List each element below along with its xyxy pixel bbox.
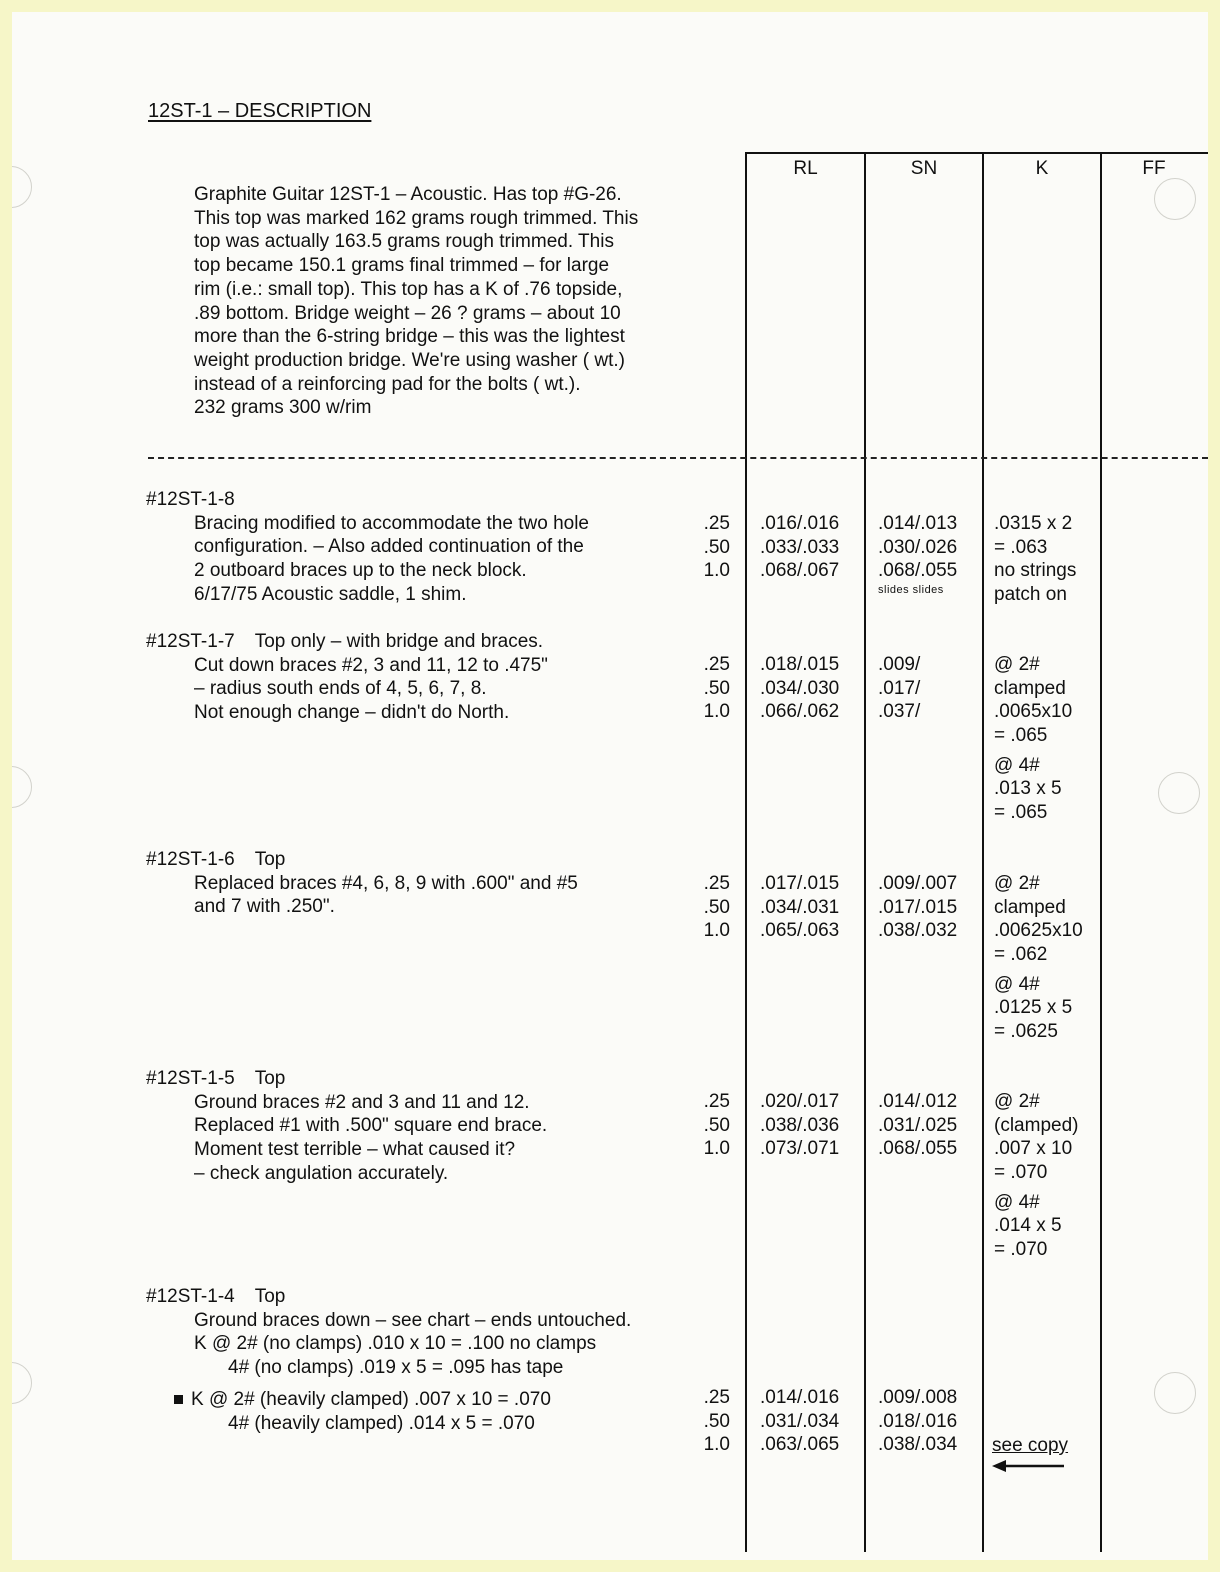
k-value: .007 x 10 — [994, 1138, 1073, 1160]
punch-hole-top-left — [12, 166, 32, 208]
k-values — [994, 872, 1083, 1044]
sn-value: .030/.026 — [878, 536, 958, 558]
column-divider — [982, 152, 984, 1552]
column-divider — [1100, 152, 1102, 1552]
amount-column — [682, 1386, 730, 1457]
k-value: = .063 — [994, 536, 1048, 558]
rl-value: .038/.036 — [760, 1114, 840, 1136]
amount-value: .25 — [703, 654, 730, 675]
rl-values — [760, 653, 839, 724]
rl-value: .034/.030 — [760, 677, 840, 699]
column-divider — [745, 152, 747, 1552]
sn-values — [878, 1090, 957, 1161]
sn-value: .009/.007 — [878, 873, 958, 894]
sn-value: .014/.013 — [878, 513, 958, 534]
description-line: This top was marked 162 grams rough trimmed. This — [194, 207, 639, 229]
entry-subtitle: Top — [254, 849, 286, 870]
k-value: = .0625 — [994, 1021, 1058, 1043]
header-k: K — [1035, 158, 1049, 179]
k-value: @ 2# — [994, 654, 1040, 675]
k-value: .013 x 5 — [994, 778, 1062, 800]
sn-note: slides slides — [878, 584, 944, 596]
amount-value: 1.0 — [703, 1138, 730, 1160]
entry-line: Moment test terrible – what caused it? — [194, 1139, 516, 1161]
k-value: = .065 — [994, 802, 1048, 824]
amount-value: .50 — [703, 1114, 730, 1136]
description-line: top was actually 163.5 grams rough trimmed. This — [194, 231, 614, 253]
sn-value: .068/.055 — [878, 560, 958, 582]
entry-line: 4# (heavily clamped) .014 x 5 = .070 — [228, 1412, 535, 1434]
entry-subtitle: Top — [254, 1068, 286, 1089]
description-block — [194, 183, 638, 420]
description-line: rim (i.e.: small top). This top has a K of .76 topside, — [194, 278, 623, 300]
rl-values — [760, 512, 839, 583]
k-value: @ 2# — [994, 873, 1040, 894]
amount-value: .50 — [703, 896, 730, 918]
rl-value: .016/.016 — [760, 513, 840, 534]
rl-value: .063/.065 — [760, 1434, 840, 1456]
k-value: = .070 — [994, 1162, 1048, 1184]
entry-subtitle: Top only – with bridge and braces. — [254, 631, 544, 652]
rl-values — [760, 872, 839, 943]
k-value: @ 4# — [994, 754, 1040, 776]
entry-12st-1-5 — [146, 1067, 547, 1186]
description-line: more than the 6-string bridge – this was the lightest — [194, 326, 625, 348]
amount-value: .25 — [703, 873, 730, 894]
description-line: 232 grams 300 w/rim — [194, 397, 372, 419]
entry-12st-1-6 — [146, 848, 578, 919]
rl-value: .018/.015 — [760, 654, 840, 675]
sn-values — [878, 872, 957, 943]
amount-column — [682, 872, 730, 943]
rl-value: .065/.063 — [760, 920, 840, 942]
k-value: @ 4# — [994, 1191, 1040, 1213]
dashed-separator — [148, 457, 1208, 459]
k-value: clamped — [994, 896, 1066, 918]
k-value: .0065x10 — [994, 701, 1073, 723]
punch-hole-bottom-left — [12, 1362, 32, 1404]
punch-hole-top-right — [1154, 178, 1196, 220]
sn-value: .017/.015 — [878, 896, 958, 918]
entry-id: #12ST-1-5 — [146, 1068, 235, 1089]
page-title: 12ST-1 – DESCRIPTION — [148, 100, 372, 122]
sn-values — [878, 1386, 957, 1457]
entry-line: 6/17/75 Acoustic saddle, 1 shim. — [194, 583, 467, 605]
entry-line: Bracing modified to accommodate the two hole — [194, 512, 589, 534]
sn-value: .018/.016 — [878, 1410, 958, 1432]
k-value: .00625x10 — [994, 920, 1083, 942]
entry-12st-1-4 — [146, 1285, 631, 1435]
rl-values — [760, 1090, 839, 1161]
sn-value: .017/ — [878, 677, 921, 699]
table-top-rule — [746, 152, 1208, 154]
entry-id: #12ST-1-7 — [146, 631, 235, 652]
description-line: top became 150.1 grams final trimmed – for large — [194, 255, 610, 277]
k-value: .0315 x 2 — [994, 513, 1073, 534]
rl-value: .017/.015 — [760, 873, 840, 894]
entry-line: 2 outboard braces up to the neck block. — [194, 560, 527, 582]
k-value: (clamped) — [994, 1114, 1079, 1136]
sn-value: .037/ — [878, 701, 921, 723]
entry-line: Replaced #1 with .500" square end brace. — [194, 1115, 548, 1137]
k-value: patch on — [994, 584, 1067, 606]
k-values — [994, 1090, 1078, 1262]
rl-value: .068/.067 — [760, 560, 840, 582]
entry-subtitle: Top — [254, 1286, 286, 1307]
amount-value: .50 — [703, 677, 730, 699]
k-value: @ 2# — [994, 1091, 1040, 1112]
left-arrow-icon — [992, 1460, 1066, 1472]
rl-value: .020/.017 — [760, 1091, 840, 1112]
amount-value: 1.0 — [703, 701, 730, 723]
description-line: Graphite Guitar 12ST-1 – Acoustic. Has top #G-26. — [194, 184, 622, 205]
amount-column — [682, 512, 730, 583]
entry-line: and 7 with .250". — [194, 896, 335, 918]
sn-values — [878, 653, 920, 724]
rl-values — [760, 1386, 839, 1457]
sn-value: .068/.055 — [878, 1138, 958, 1160]
sn-value: .014/.012 — [878, 1091, 958, 1112]
sn-value: .009/ — [878, 654, 921, 675]
sn-value: .031/.025 — [878, 1114, 958, 1136]
column-divider — [864, 152, 866, 1552]
entry-line: 4# (no clamps) .019 x 5 = .095 has tape — [228, 1357, 564, 1379]
entry-line: K @ 2# (heavily clamped) .007 x 10 = .070 — [191, 1388, 551, 1410]
header-rl: RL — [793, 158, 818, 179]
entry-12st-1-7 — [146, 630, 548, 725]
amount-value: 1.0 — [703, 560, 730, 582]
header-sn: SN — [910, 158, 938, 179]
amount-value: 1.0 — [703, 1434, 730, 1456]
amount-column — [682, 653, 730, 724]
k-value: = .062 — [994, 944, 1048, 966]
description-line: instead of a reinforcing pad for the bolts ( wt.). — [194, 373, 581, 395]
rl-value: .031/.034 — [760, 1410, 840, 1432]
entry-id: #12ST-1-4 — [146, 1286, 235, 1307]
entry-id: #12ST-1-8 — [146, 489, 235, 510]
sn-values — [878, 512, 957, 583]
sn-value: .038/.034 — [878, 1434, 958, 1456]
description-line: weight production bridge. We're using washer ( wt.) — [194, 349, 625, 371]
entry-line: Replaced braces #4, 6, 8, 9 with .600" and #5 — [194, 872, 578, 894]
rl-value: .014/.016 — [760, 1387, 840, 1408]
entry-line: K @ 2# (no clamps) .010 x 10 = .100 no clamps — [194, 1333, 597, 1355]
punch-hole-mid-left — [12, 766, 32, 808]
entry-line: – check angulation accurately. — [194, 1162, 449, 1184]
entry-line: configuration. – Also added continuation of the — [194, 536, 584, 558]
entry-line: – radius south ends of 4, 5, 6, 7, 8. — [194, 678, 487, 700]
entry-line: Not enough change – didn't do North. — [194, 702, 510, 724]
k-value: no strings — [994, 560, 1077, 582]
k-value: clamped — [994, 677, 1066, 699]
document-page — [12, 12, 1208, 1560]
entry-line: Cut down braces #2, 3 and 11, 12 to .475" — [194, 654, 548, 676]
amount-value: 1.0 — [703, 920, 730, 942]
rl-value: .066/.062 — [760, 701, 840, 723]
entry-12st-1-8 — [146, 488, 589, 607]
entry-line: Ground braces #2 and 3 and 11 and 12. — [194, 1091, 530, 1113]
amount-column — [682, 1090, 730, 1161]
entry-line: Ground braces down – see chart – ends untouched. — [194, 1309, 632, 1331]
header-ff: FF — [1142, 158, 1166, 179]
rl-value: .073/.071 — [760, 1138, 840, 1160]
rl-value: .034/.031 — [760, 896, 840, 918]
amount-value: .25 — [703, 1387, 730, 1408]
sn-value: .038/.032 — [878, 920, 958, 942]
rl-value: .033/.033 — [760, 536, 840, 558]
amount-value: .50 — [703, 1410, 730, 1432]
k-value: .014 x 5 — [994, 1215, 1062, 1237]
punch-hole-mid-right — [1158, 772, 1200, 814]
sn-value: .009/.008 — [878, 1387, 958, 1408]
bullet-marker — [174, 1395, 183, 1404]
k-values — [994, 653, 1072, 825]
k-value: @ 4# — [994, 973, 1040, 995]
k-value: .0125 x 5 — [994, 997, 1073, 1019]
entry-id: #12ST-1-6 — [146, 849, 235, 870]
k-value: = .070 — [994, 1239, 1048, 1261]
punch-hole-bottom-right — [1154, 1372, 1196, 1414]
amount-value: .25 — [703, 1091, 730, 1112]
amount-value: .25 — [703, 513, 730, 534]
k-value: = .065 — [994, 725, 1048, 747]
amount-value: .50 — [703, 536, 730, 558]
description-line: .89 bottom. Bridge weight – 26 ? grams – about 10 — [194, 302, 621, 324]
k-note-see-copy: see copy — [992, 1435, 1069, 1456]
k-values — [994, 512, 1076, 607]
